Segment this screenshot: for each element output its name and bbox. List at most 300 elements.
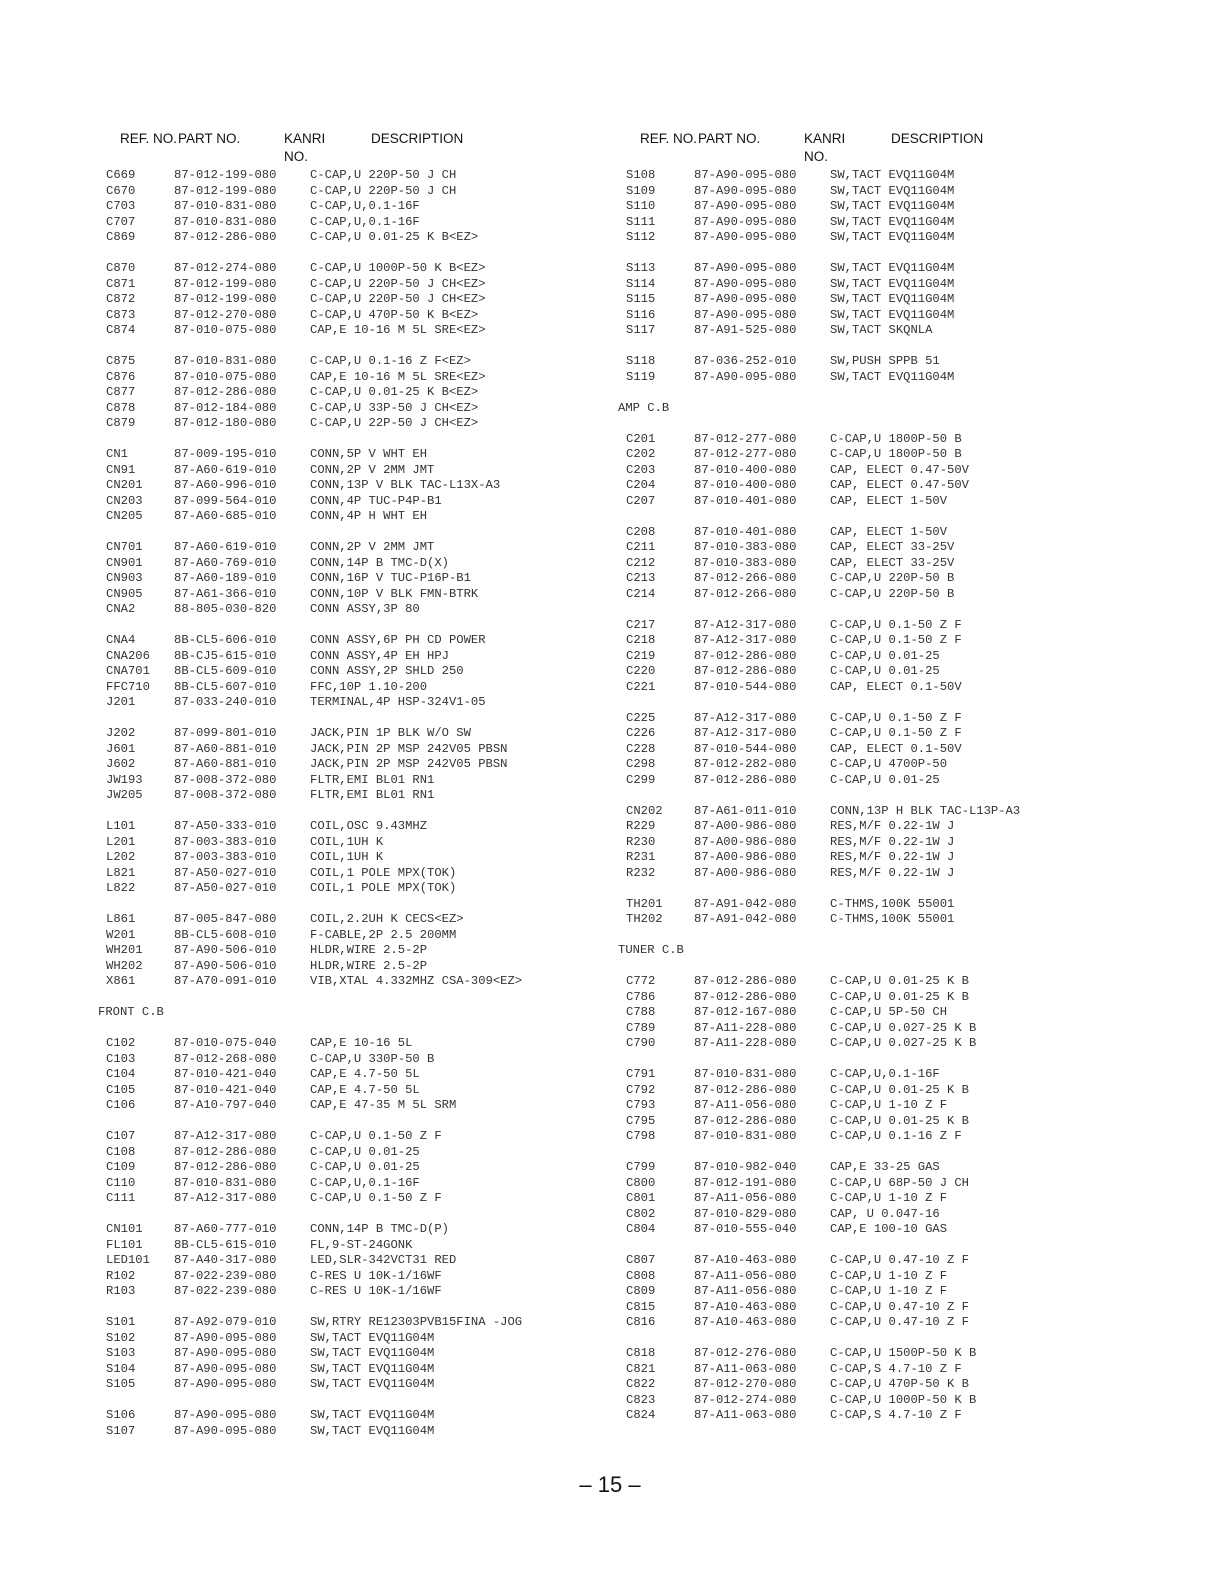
part-no: 87-012-276-080 <box>694 1346 797 1360</box>
part-no: 87-A90-095-080 <box>174 1377 277 1391</box>
ref-no: C792 <box>626 1082 656 1097</box>
description: VIB,XTAL 4.332MHZ CSA-309<EZ> <box>310 974 523 988</box>
description: SW,TACT EVQ11G04M <box>830 183 955 198</box>
part-no: 8B-CJ5-615-010 <box>174 648 277 663</box>
description: CONN,16P V TUC-P16P-B1 <box>310 571 471 585</box>
description: SW,TACT EVQ11G04M <box>830 214 955 229</box>
group-spacer <box>626 928 1186 944</box>
column-header <box>106 128 666 168</box>
description: C-CAP,U 0.01-25 K B <box>830 1082 969 1097</box>
parts-row <box>626 1160 1186 1176</box>
description: HLDR,WIRE 2.5-2P <box>310 958 428 973</box>
part-no: 87-A90-095-080 <box>174 1330 277 1345</box>
ref-no: C104 <box>106 1067 136 1081</box>
part-no: 87-A10-463-080 <box>694 1299 797 1314</box>
parts-row <box>106 943 666 959</box>
ref-no: C703 <box>106 199 136 213</box>
part-no: 87-A11-056-080 <box>694 1191 797 1205</box>
description: C-RES U 10K-1/16WF <box>310 1284 442 1298</box>
part-no: 87-A90-095-080 <box>694 183 797 198</box>
parts-row <box>106 494 666 510</box>
ref-no: CN205 <box>106 509 143 523</box>
part-no: 87-012-184-080 <box>174 400 277 415</box>
description: CAP, ELECT 1-50V <box>830 493 948 508</box>
part-no: 87-A00-986-080 <box>694 850 797 864</box>
parts-row <box>106 261 666 277</box>
ref-no: C669 <box>106 168 136 182</box>
part-no: 87-A12-317-080 <box>694 726 797 740</box>
ref-no: C772 <box>626 974 656 988</box>
ref-no: S114 <box>626 276 656 291</box>
group-spacer <box>106 897 666 913</box>
part-no: 87-010-075-080 <box>174 323 277 337</box>
ref-no: C804 <box>626 1222 656 1236</box>
part-no: 87-012-199-080 <box>174 292 277 306</box>
part-no: 87-012-286-080 <box>694 772 797 787</box>
ref-no: CN903 <box>106 571 143 585</box>
description: SW,RTRY RE12303PVB15FINA -JOG <box>310 1315 523 1329</box>
ref-no: J202 <box>106 726 136 740</box>
description: CONN ASSY,3P 80 <box>310 602 420 616</box>
parts-row <box>106 323 666 339</box>
parts-row <box>106 1346 666 1362</box>
description: C-CAP,U,0.1-16F <box>310 214 420 229</box>
parts-row <box>106 1083 666 1099</box>
group-spacer <box>626 881 1186 897</box>
ref-no: CN905 <box>106 586 143 601</box>
description: CAP,E 100-10 GAS <box>830 1222 948 1236</box>
header-kanri: KANRI <box>804 131 846 146</box>
description: C-CAP,U 220P-50 B <box>830 586 955 601</box>
parts-row <box>626 494 1186 510</box>
parts-row <box>106 478 666 494</box>
group-spacer <box>626 246 1186 262</box>
parts-row <box>106 1331 666 1347</box>
part-no: 87-010-831-080 <box>174 199 277 213</box>
ref-no: C822 <box>626 1377 656 1391</box>
part-no: 87-012-286-080 <box>694 989 797 1004</box>
parts-row <box>626 726 1186 742</box>
ref-no: C109 <box>106 1160 136 1174</box>
ref-no: C802 <box>626 1206 656 1221</box>
ref-no: L202 <box>106 850 136 864</box>
parts-row <box>106 1284 666 1300</box>
description: C-CAP,U 0.027-25 K B <box>830 1036 977 1050</box>
part-no: 87-012-199-080 <box>174 168 277 182</box>
description: C-CAP,U 1-10 Z F <box>830 1284 948 1298</box>
description: C-CAP,U 0.01-25 <box>310 1144 420 1159</box>
part-no: 87-010-544-080 <box>694 679 797 694</box>
description: LED,SLR-342VCT31 RED <box>310 1253 457 1267</box>
part-no: 87-A90-506-010 <box>174 958 277 973</box>
part-no: 87-012-277-080 <box>694 447 797 461</box>
parts-row <box>106 168 666 184</box>
part-no: 8B-CL5-609-010 <box>174 664 277 678</box>
part-no: 87-A60-685-010 <box>174 509 277 523</box>
ref-no: C815 <box>626 1299 656 1314</box>
ref-no: C800 <box>626 1175 656 1190</box>
description: CAP, U 0.047-16 <box>830 1206 940 1221</box>
ref-no: X861 <box>106 974 136 988</box>
ref-no: S103 <box>106 1346 136 1360</box>
description: CONN,14P B TMC-D(P) <box>310 1222 449 1236</box>
description: F-CABLE,2P 2.5 200MM <box>310 927 457 942</box>
ref-no: R231 <box>626 850 656 864</box>
group-spacer <box>626 1145 1186 1161</box>
parts-row <box>626 571 1186 587</box>
parts-row <box>106 401 666 417</box>
ref-no: S105 <box>106 1377 136 1391</box>
description: CAP, ELECT 1-50V <box>830 524 948 539</box>
part-no: 87-A11-228-080 <box>694 1036 797 1050</box>
part-no: 87-A50-333-010 <box>174 819 277 833</box>
description: C-CAP,S 4.7-10 Z F <box>830 1408 962 1422</box>
parts-row <box>106 385 666 401</box>
part-no: 87-012-286-080 <box>694 664 797 678</box>
ref-no: S111 <box>626 214 656 229</box>
parts-row <box>626 1067 1186 1083</box>
parts-row <box>626 168 1186 184</box>
description: CAP, ELECT 0.1-50V <box>830 679 962 694</box>
ref-no: C809 <box>626 1284 656 1298</box>
parts-row <box>626 804 1186 820</box>
header-ref-no: REF. NO. <box>640 131 698 146</box>
description: C-CAP,U 0.01-25 K B <box>830 989 969 1004</box>
parts-row <box>626 1098 1186 1114</box>
description: CONN,13P V BLK TAC-L13X-A3 <box>310 478 501 492</box>
description: SW,TACT EVQ11G04M <box>310 1361 435 1376</box>
description: CAP,E 47-35 M 5L SRM <box>310 1098 457 1112</box>
parts-row <box>626 974 1186 990</box>
part-no: 87-010-544-080 <box>694 741 797 756</box>
part-no: 8B-CL5-608-010 <box>174 927 277 942</box>
parts-row <box>626 447 1186 463</box>
parts-row <box>106 571 666 587</box>
part-no: 87-A00-986-080 <box>694 865 797 880</box>
parts-row <box>106 1408 666 1424</box>
description: SW,TACT EVQ11G04M <box>310 1330 435 1345</box>
parts-row <box>106 184 666 200</box>
part-no: 87-008-372-080 <box>174 788 277 802</box>
parts-row <box>626 680 1186 696</box>
parts-row <box>626 1269 1186 1285</box>
ref-no: C102 <box>106 1036 136 1050</box>
parts-row <box>106 664 666 680</box>
description: CAP,E 10-16 5L <box>310 1036 413 1050</box>
part-no: 87-012-270-080 <box>694 1377 797 1391</box>
ref-no: CNA4 <box>106 633 136 647</box>
ref-no: C217 <box>626 617 656 632</box>
parts-row <box>106 773 666 789</box>
ref-no: C799 <box>626 1160 656 1174</box>
ref-no: C874 <box>106 323 136 337</box>
part-no: 87-022-239-080 <box>174 1284 277 1298</box>
description: C-CAP,U 470P-50 K B<EZ> <box>310 307 479 322</box>
parts-row <box>106 912 666 928</box>
ref-no: C219 <box>626 648 656 663</box>
ref-no: WH202 <box>106 958 143 973</box>
parts-row <box>626 354 1186 370</box>
parts-row <box>106 1098 666 1114</box>
description: C-CAP,U 0.1-50 Z F <box>830 633 962 647</box>
parts-row <box>626 370 1186 386</box>
part-no: 87-012-191-080 <box>694 1175 797 1190</box>
part-no: 87-A60-996-010 <box>174 478 277 492</box>
parts-row <box>106 649 666 665</box>
ref-no: TH202 <box>626 912 663 926</box>
description: COIL,2.2UH K CECS<EZ> <box>310 912 464 926</box>
part-no: 87-010-421-040 <box>174 1082 277 1097</box>
ref-no: C207 <box>626 493 656 508</box>
part-no: 87-022-239-080 <box>174 1268 277 1283</box>
section-title-text: FRONT C.B <box>98 1005 164 1019</box>
page-number: – 15 – <box>579 1472 641 1497</box>
parts-column-left <box>98 128 666 1439</box>
part-no: 87-010-075-080 <box>174 369 277 384</box>
description: CONN,2P V 2MM JMT <box>310 540 435 554</box>
description: JACK,PIN 2P MSP 242V05 PBSN <box>310 757 508 771</box>
parts-row <box>106 1253 666 1269</box>
part-no: 87-010-421-040 <box>174 1067 277 1081</box>
description: RES,M/F 0.22-1W J <box>830 819 955 833</box>
ref-no: C670 <box>106 183 136 198</box>
description: C-CAP,U 1-10 Z F <box>830 1268 948 1283</box>
description: C-CAP,U 1800P-50 B <box>830 447 962 461</box>
description: C-CAP,U 4700P-50 <box>830 757 948 771</box>
description: C-CAP,U 0.1-50 Z F <box>310 1129 442 1143</box>
part-no: 87-A90-095-080 <box>174 1423 277 1438</box>
parts-row <box>106 881 666 897</box>
part-no: 87-010-831-080 <box>694 1129 797 1143</box>
parts-row <box>626 866 1186 882</box>
ref-no: L101 <box>106 819 136 833</box>
description: C-CAP,U 0.01-25 <box>310 1160 420 1174</box>
ref-no: C299 <box>626 772 656 787</box>
parts-row <box>626 897 1186 913</box>
parts-row <box>106 1191 666 1207</box>
description: CAP,E 4.7-50 5L <box>310 1067 420 1081</box>
ref-no: C823 <box>626 1392 656 1407</box>
description: C-CAP,U 220P-50 J CH <box>310 183 457 198</box>
part-no: 87-008-372-080 <box>174 772 277 787</box>
ref-no: W201 <box>106 927 136 942</box>
description: C-CAP,U 0.01-25 K B <box>830 1113 969 1128</box>
part-no: 87-A90-095-080 <box>694 307 797 322</box>
description: COIL,1UH K <box>310 834 384 849</box>
part-no: 87-A60-777-010 <box>174 1222 277 1236</box>
description: C-CAP,U 330P-50 B <box>310 1051 435 1066</box>
description: CAP, ELECT 33-25V <box>830 540 955 554</box>
parts-row <box>106 680 666 696</box>
description: SW,TACT EVQ11G04M <box>830 261 955 275</box>
parts-row <box>626 184 1186 200</box>
ref-no: C793 <box>626 1098 656 1112</box>
ref-no: J601 <box>106 741 136 756</box>
ref-no: C108 <box>106 1144 136 1159</box>
part-no: 87-012-180-080 <box>174 416 277 430</box>
parts-row <box>106 757 666 773</box>
description: C-CAP,U 1500P-50 K B <box>830 1346 977 1360</box>
parts-row <box>106 587 666 603</box>
parts-row <box>626 742 1186 758</box>
description: RES,M/F 0.22-1W J <box>830 850 955 864</box>
ref-no: CN101 <box>106 1222 143 1236</box>
parts-row <box>626 215 1186 231</box>
description: C-CAP,U,0.1-16F <box>310 199 420 213</box>
ref-no: C818 <box>626 1346 656 1360</box>
part-no: 8B-CL5-606-010 <box>174 633 277 647</box>
ref-no: CN203 <box>106 493 143 508</box>
parts-row <box>626 463 1186 479</box>
ref-no: C816 <box>626 1315 656 1329</box>
parts-row <box>106 633 666 649</box>
description: CAP, ELECT 33-25V <box>830 555 955 570</box>
ref-no: C869 <box>106 230 136 244</box>
description: SW,TACT EVQ11G04M <box>830 292 955 306</box>
part-no: 8B-CL5-615-010 <box>174 1237 277 1252</box>
part-no: 8B-CL5-607-010 <box>174 679 277 694</box>
part-no: 87-A11-228-080 <box>694 1020 797 1035</box>
ref-no: C225 <box>626 710 656 725</box>
part-no: 87-033-240-010 <box>174 695 277 709</box>
part-no: 87-A91-042-080 <box>694 896 797 911</box>
parts-row <box>626 261 1186 277</box>
part-no: 87-010-075-040 <box>174 1036 277 1050</box>
ref-no: C201 <box>626 431 656 446</box>
parts-row <box>626 308 1186 324</box>
description: HLDR,WIRE 2.5-2P <box>310 943 428 957</box>
parts-row <box>106 1315 666 1331</box>
ref-no: L822 <box>106 881 136 895</box>
parts-row <box>106 1269 666 1285</box>
header-part-no: PART NO. <box>178 131 241 146</box>
ref-no: FFC710 <box>106 679 150 694</box>
header-part-no: PART NO. <box>698 131 761 146</box>
parts-row <box>106 726 666 742</box>
description: CAP,E 4.7-50 5L <box>310 1082 420 1097</box>
description: CONN,13P H BLK TAC-L13P-A3 <box>830 803 1021 818</box>
part-no: 87-010-400-080 <box>694 462 797 477</box>
part-no: 87-A60-619-010 <box>174 462 277 477</box>
parts-row <box>106 1145 666 1161</box>
part-no: 87-A00-986-080 <box>694 834 797 849</box>
ref-no: JW205 <box>106 788 143 802</box>
parts-row <box>106 742 666 758</box>
part-no: 87-A90-095-080 <box>694 199 797 213</box>
part-no: 87-010-831-080 <box>174 354 277 368</box>
description: FL,9-ST-24GONK <box>310 1237 413 1252</box>
parts-row <box>626 1036 1186 1052</box>
description: SW,TACT EVQ11G04M <box>830 230 955 244</box>
part-no: 87-012-167-080 <box>694 1005 797 1019</box>
ref-no: CNA2 <box>106 602 136 616</box>
group-spacer <box>626 959 1186 975</box>
group-spacer <box>626 385 1186 401</box>
parts-row <box>626 478 1186 494</box>
description: JACK,PIN 1P BLK W/O SW <box>310 726 471 740</box>
parts-row <box>626 912 1186 928</box>
description: FLTR,EMI BL01 RN1 <box>310 788 435 802</box>
parts-row <box>626 618 1186 634</box>
description: C-CAP,U 0.1-50 Z F <box>310 1191 442 1205</box>
ref-no: C807 <box>626 1253 656 1267</box>
group-spacer <box>106 1114 666 1130</box>
parts-row <box>106 199 666 215</box>
part-no: 87-036-252-010 <box>694 354 797 368</box>
part-no: 87-010-829-080 <box>694 1206 797 1221</box>
description: C-CAP,U 0.1-16 Z F <box>830 1129 962 1143</box>
part-no: 87-012-199-080 <box>174 276 277 291</box>
part-no: 87-003-383-010 <box>174 850 277 864</box>
part-no: 87-012-268-080 <box>174 1051 277 1066</box>
ref-no: C870 <box>106 261 136 275</box>
parts-row <box>626 711 1186 727</box>
parts-row <box>626 1315 1186 1331</box>
part-no: 87-012-282-080 <box>694 757 797 771</box>
group-spacer <box>626 1331 1186 1347</box>
parts-row <box>626 432 1186 448</box>
parts-row <box>626 1408 1186 1424</box>
parts-row <box>106 370 666 386</box>
ref-no: CN91 <box>106 462 136 477</box>
part-no: 87-A90-095-080 <box>694 369 797 384</box>
ref-no: C107 <box>106 1129 136 1143</box>
ref-no: C873 <box>106 307 136 322</box>
parts-row <box>626 1284 1186 1300</box>
parts-row <box>626 1114 1186 1130</box>
ref-no: C790 <box>626 1036 656 1050</box>
ref-no: S112 <box>626 230 656 244</box>
ref-no: S113 <box>626 261 656 275</box>
parts-row <box>626 1300 1186 1316</box>
part-no: 87-012-286-080 <box>694 648 797 663</box>
description: CONN,4P H WHT EH <box>310 509 428 523</box>
ref-no: R230 <box>626 834 656 849</box>
description: CONN,2P V 2MM JMT <box>310 462 435 477</box>
description: C-THMS,100K 55001 <box>830 912 955 926</box>
part-no: 87-010-400-080 <box>694 478 797 492</box>
part-no: 87-A11-063-080 <box>694 1408 797 1422</box>
ref-no: L821 <box>106 865 136 880</box>
part-no: 87-A90-095-080 <box>694 168 797 182</box>
part-no: 87-005-847-080 <box>174 912 277 926</box>
parts-row <box>106 1052 666 1068</box>
description: C-CAP,U 0.1-50 Z F <box>830 710 962 725</box>
part-no: 87-012-266-080 <box>694 571 797 585</box>
part-no: 87-A40-317-080 <box>174 1253 277 1267</box>
part-no: 87-010-982-040 <box>694 1160 797 1174</box>
parts-row <box>626 1021 1186 1037</box>
group-spacer <box>106 246 666 262</box>
parts-row <box>106 277 666 293</box>
ref-no: C203 <box>626 462 656 477</box>
ref-no: C110 <box>106 1175 136 1190</box>
ref-no: CN202 <box>626 803 663 818</box>
group-spacer <box>626 509 1186 525</box>
description: C-CAP,U 0.027-25 K B <box>830 1020 977 1035</box>
group-spacer <box>106 990 666 1006</box>
part-no: 87-A60-769-010 <box>174 555 277 570</box>
part-no: 87-A90-095-080 <box>694 230 797 244</box>
ref-no: L201 <box>106 834 136 849</box>
parts-row <box>626 540 1186 556</box>
ref-no: C211 <box>626 540 656 554</box>
ref-no: C214 <box>626 586 656 601</box>
parts-row <box>106 1067 666 1083</box>
ref-no: C878 <box>106 400 136 415</box>
parts-row <box>626 1005 1186 1021</box>
ref-no: C213 <box>626 571 656 585</box>
